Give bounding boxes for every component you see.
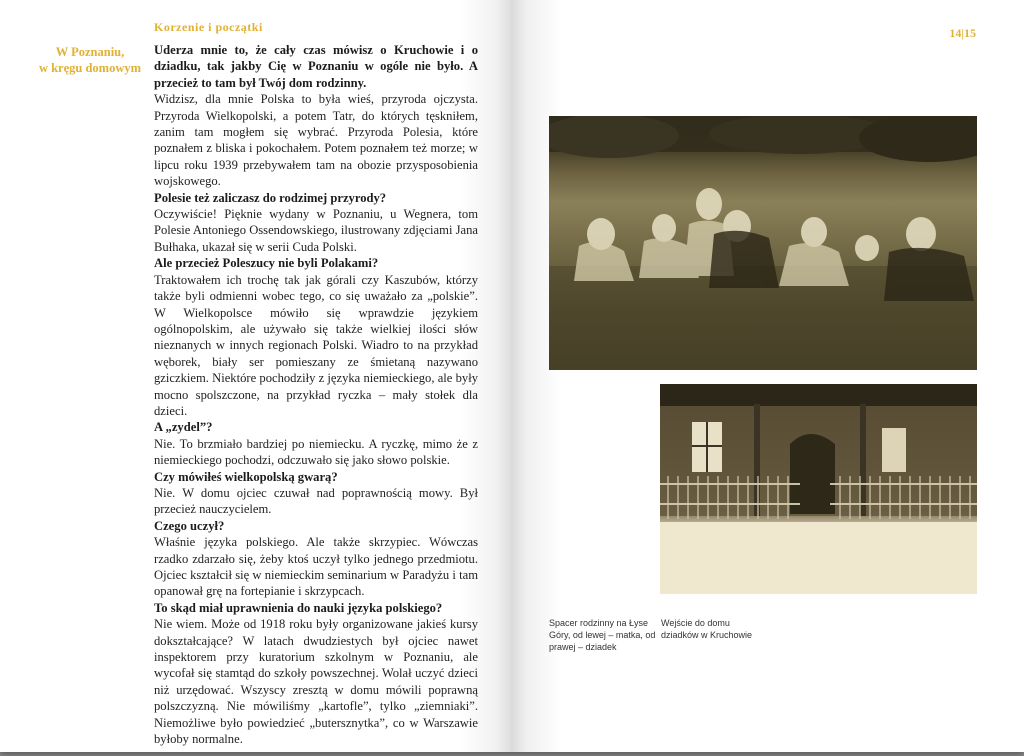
photo1-caption: Spacer rodzinny na Łyse Góry, od lewej – matka, od prawej – dziadek: [549, 618, 656, 652]
left-page: [0, 0, 511, 752]
question-paragraph: Ale przecież Poleszucy nie byli Polakami?: [154, 256, 379, 271]
family-walk-illustration: [549, 116, 977, 370]
photo2-caption: Wejście do domu dziadków w Kruchowie: [661, 618, 753, 640]
answer-paragraph: Oczywiście! Pięknie wydany w Poznaniu, u Wegnera, tom Polesie Antoniego Ossendowskiego, ilustrowany zdjęciami Jana Bułhaka, ukazał się w serii Cuda Polski.: [154, 207, 478, 254]
side-heading-line-2: w kręgu domowym: [38, 61, 142, 75]
answer-paragraph: Nie. W domu ojciec czuwał nad poprawnością mowy. Był przecież nauczycielem.: [154, 485, 478, 517]
answer-paragraph: Nie. To brzmiało bardziej po niemiecku. A ryczkę, mimo że z niemieckiego pochodzi, odczuwało się jako słowo polskie.: [154, 436, 478, 468]
question-paragraph: A „zydel”?: [154, 420, 213, 435]
side-heading-line-1: W Poznaniu,: [55, 45, 125, 59]
family-walk-photo: [549, 116, 977, 370]
running-head: Korzenie i początki: [154, 20, 263, 34]
answer-paragraph: Właśnie języka polskiego. Ale także skrzypiec. Wówczas rzadko zdarzało się, żeby ktoś uczył tylko jednego przedmiotu. Ojciec kształcił się w niemieckim seminarium w Paradyżu i tam opanował grę na fortepianie i skrzypcach.: [154, 535, 478, 599]
question-paragraph: Czy mówiłeś wielkopolską gwarą?: [154, 469, 338, 484]
question-paragraph: Czego uczył?: [154, 518, 225, 533]
house-entrance-photo: [660, 384, 977, 594]
side-heading: [30, 44, 150, 76]
answer-paragraph: Widzisz, dla mnie Polska to była wieś, przyroda ojczysta. Przyroda Wielkopolski, a potem Tatr, do których tęskniłem, zanim tam mogłem się wybrać. Przyroda Polesia, które poznałem z bliska i pokochałem. Potem poznałem też morze; w lipcu roku 1939 przebywałem tam na obozie przysposobienia wojskowego.: [154, 92, 478, 189]
house-entrance-illustration: [660, 384, 977, 594]
interview-text: [154, 42, 478, 747]
question-paragraph: Polesie też zaliczasz do rodzimej przyrody?: [154, 190, 387, 205]
question-paragraph: Uderza mnie to, że cały czas mówisz o Kruchowie i o dziadku, tak jakby Cię w Poznaniu w ogóle nie było. A przecież to tam był Twój dom rodzinny.: [154, 43, 478, 90]
question-paragraph: To skąd miał uprawnienia do nauki języka polskiego?: [154, 600, 443, 615]
answer-paragraph: Nie wiem. Może od 1918 roku były organizowane jakieś kursy dokształcające? W latach dwudziestych był ojciec nawet inspektorem przy kuratorium szkolnym w Poznaniu, ale wycofał się stamtąd do szkoły powszechnej. Wolał uczyć dzieci niż urzędować. Wszyscy zresztą w domu mówili poprawną polszczyzną. Nie mówiliśmy „kartofle”, tylko „ziemniaki”. Niemożliwe było powiedzieć „butersznytka”, co w Warszawie byłoby normalne.: [154, 617, 478, 747]
page-numbers: 14|15: [949, 26, 976, 40]
answer-paragraph: Traktowałem ich trochę tak jak górali czy Kaszubów, którzy także byli odmienni wobec tego, co się uważało za „polskie”. W Wielkopolsce mówiło się wprawdzie językiem ogólnopolskim, ale używało się także wielkiej ilości słów nieznanych w innych regionach Polski. Wiadro to na przykład węborek, biały ser pomieszany ze śmietaną nazywano gziczkiem. Niektóre pochodziły z języka niemieckiego, ale były mocno spolszczone, na przykład ryczka – mały stołek dla dzieci.: [154, 272, 478, 418]
